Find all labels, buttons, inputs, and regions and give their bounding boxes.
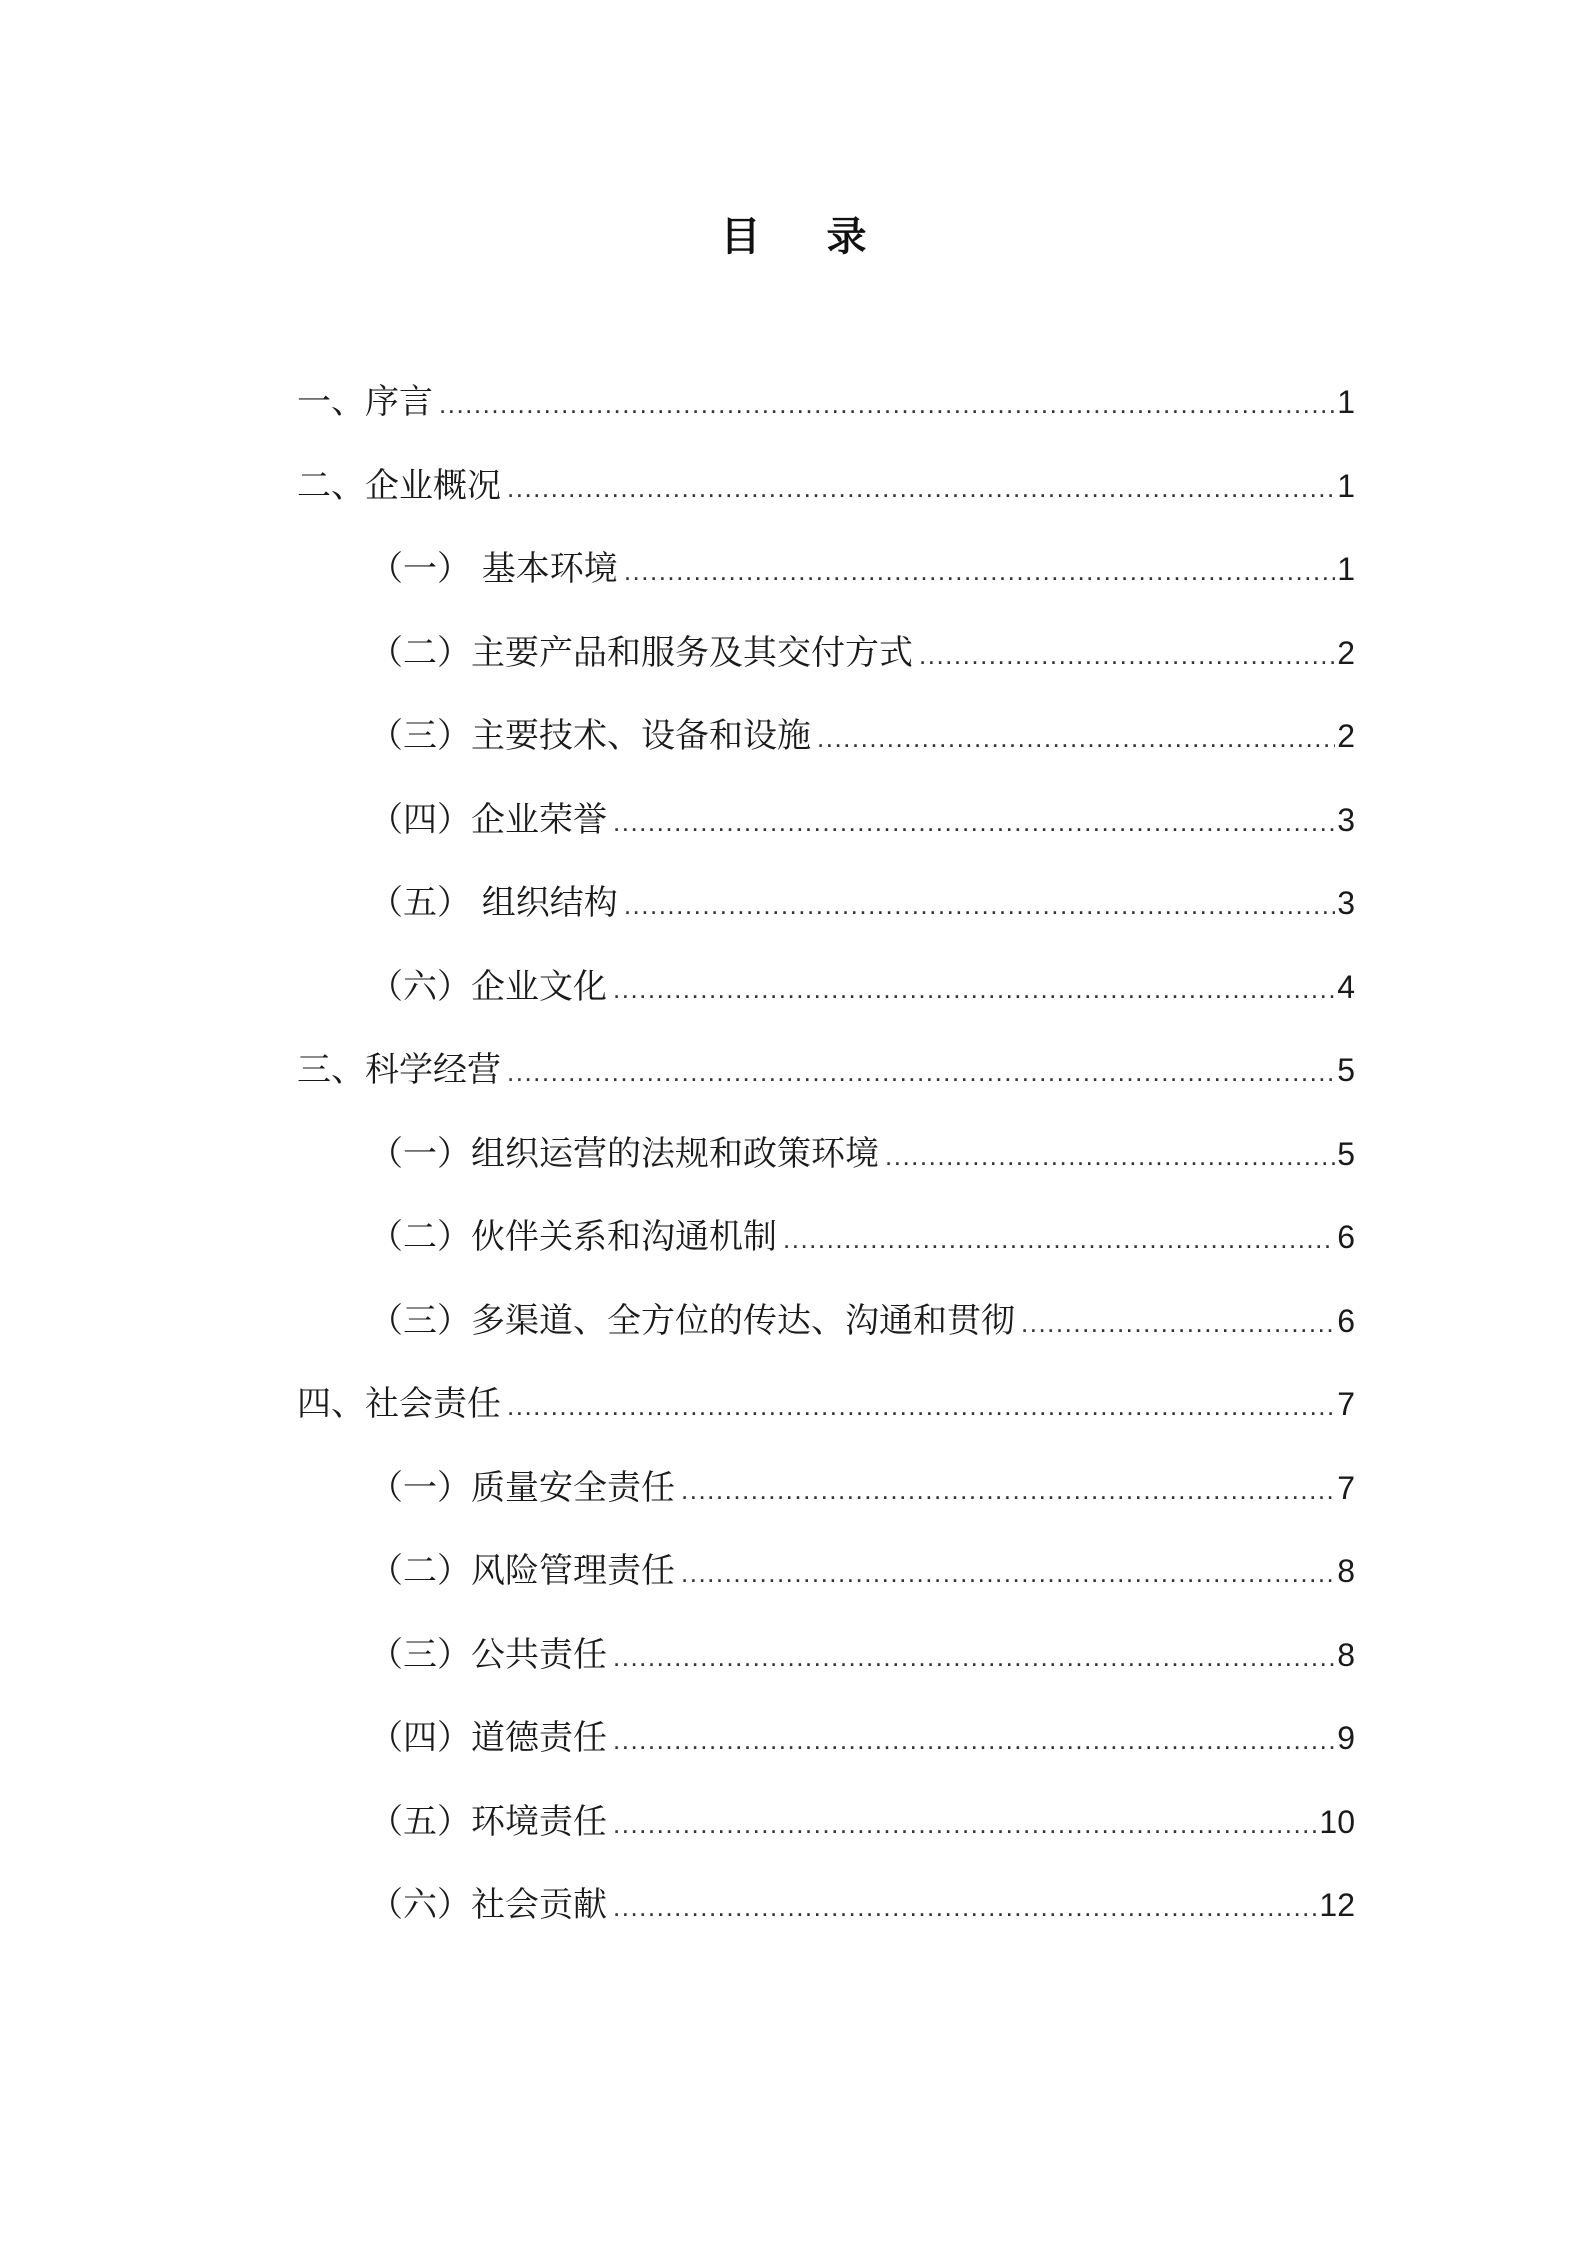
toc-entry[interactable] xyxy=(297,539,1355,623)
toc-entry[interactable] xyxy=(297,1124,1355,1208)
toc-entry-label: 三、科学经营 xyxy=(297,1050,501,1090)
toc-page-number: 9 xyxy=(1337,1720,1355,1756)
toc-entry[interactable] xyxy=(297,1458,1355,1542)
toc-page-number: 5 xyxy=(1337,1135,1355,1172)
toc-entry[interactable] xyxy=(297,456,1355,540)
toc-entry-label: （五） 组织结构 xyxy=(369,883,618,923)
toc-dot-leader xyxy=(919,625,1335,685)
toc-dot-leader xyxy=(783,1209,1335,1269)
toc-page-number: 4 xyxy=(1337,968,1355,1005)
toc-dot-leader xyxy=(885,1126,1335,1186)
toc-entry[interactable] xyxy=(297,372,1355,456)
toc-entry-label: （六）社会贡献 xyxy=(369,1885,607,1925)
toc-page-number: 1 xyxy=(1337,551,1355,587)
toc-dot-leader xyxy=(613,1710,1335,1770)
toc-entry-label: （六）企业文化 xyxy=(369,966,607,1007)
toc-page-number: 8 xyxy=(1337,1636,1355,1673)
toc-dot-leader xyxy=(681,1543,1335,1603)
toc-entry[interactable] xyxy=(297,1541,1355,1625)
toc-entry-label: （四）企业荣誉 xyxy=(369,799,607,840)
toc-page-number: 6 xyxy=(1337,1302,1355,1339)
toc-entry[interactable] xyxy=(297,623,1355,707)
toc-entry[interactable] xyxy=(297,1291,1355,1375)
toc-entry-label: （一）质量安全责任 xyxy=(369,1467,675,1508)
toc-dot-leader xyxy=(681,1460,1335,1520)
toc-entry[interactable] xyxy=(297,873,1355,957)
toc-entry[interactable] xyxy=(297,1875,1355,1959)
toc-page-number: 10 xyxy=(1319,1803,1355,1840)
toc-dot-leader xyxy=(507,1042,1335,1102)
toc-page-number: 1 xyxy=(1337,384,1355,420)
toc-entry-label: （一）组织运营的法规和政策环境 xyxy=(369,1133,879,1174)
toc-entry-label: （三）主要技术、设备和设施 xyxy=(369,716,811,756)
toc-entry[interactable] xyxy=(297,706,1355,790)
toc-page-number: 3 xyxy=(1337,885,1355,921)
toc-entry[interactable] xyxy=(297,790,1355,874)
toc-entry-label: （二）主要产品和服务及其交付方式 xyxy=(369,632,913,673)
toc-entry-label: （一） 基本环境 xyxy=(369,549,618,589)
toc-dot-leader xyxy=(817,708,1335,768)
toc-entry[interactable] xyxy=(297,1792,1355,1876)
toc-dot-leader xyxy=(507,458,1335,518)
toc-entry[interactable] xyxy=(297,1708,1355,1792)
toc-dot-leader xyxy=(613,792,1335,852)
toc-dot-leader xyxy=(624,875,1335,935)
toc-entry-label: （三）公共责任 xyxy=(369,1634,607,1675)
toc-dot-leader xyxy=(624,541,1335,601)
toc-entry[interactable] xyxy=(297,1625,1355,1709)
toc-entry[interactable] xyxy=(297,957,1355,1041)
toc-entry-label: （二）伙伴关系和沟通机制 xyxy=(369,1217,777,1257)
toc-page-number: 12 xyxy=(1319,1887,1355,1923)
toc-page-number: 6 xyxy=(1337,1219,1355,1255)
toc-entry[interactable] xyxy=(297,1207,1355,1291)
toc-dot-leader xyxy=(613,1877,1317,1937)
toc-entry-label: 一、序言 xyxy=(297,382,433,422)
toc-page-number: 5 xyxy=(1337,1052,1355,1088)
toc-dot-leader xyxy=(439,374,1335,434)
toc-entry-label: （三）多渠道、全方位的传达、沟通和贯彻 xyxy=(369,1300,1015,1341)
toc-page-number: 3 xyxy=(1337,801,1355,838)
toc-entry-label: （二）风险管理责任 xyxy=(369,1551,675,1591)
toc-page-number: 2 xyxy=(1337,634,1355,671)
toc-entry-label: 四、社会责任 xyxy=(297,1384,501,1424)
toc-dot-leader xyxy=(613,959,1335,1019)
toc-entry[interactable] xyxy=(297,1374,1355,1458)
toc-dot-leader xyxy=(507,1376,1335,1436)
toc-page-number: 2 xyxy=(1337,718,1355,754)
toc-entry-label: （四）道德责任 xyxy=(369,1718,607,1758)
toc-page-number: 8 xyxy=(1337,1553,1355,1589)
toc-dot-leader xyxy=(1021,1293,1335,1353)
toc-list xyxy=(297,372,1355,1959)
toc-entry-label: （五）环境责任 xyxy=(369,1801,607,1842)
toc-dot-leader xyxy=(613,1794,1317,1854)
toc-entry-label: 二、企业概况 xyxy=(297,465,501,506)
toc-page-number: 1 xyxy=(1337,467,1355,504)
toc-entry[interactable] xyxy=(297,1040,1355,1124)
toc-page-number: 7 xyxy=(1337,1386,1355,1422)
toc-dot-leader xyxy=(613,1627,1335,1687)
toc-title: 目 录 xyxy=(720,214,893,260)
toc-page-number: 7 xyxy=(1337,1469,1355,1506)
